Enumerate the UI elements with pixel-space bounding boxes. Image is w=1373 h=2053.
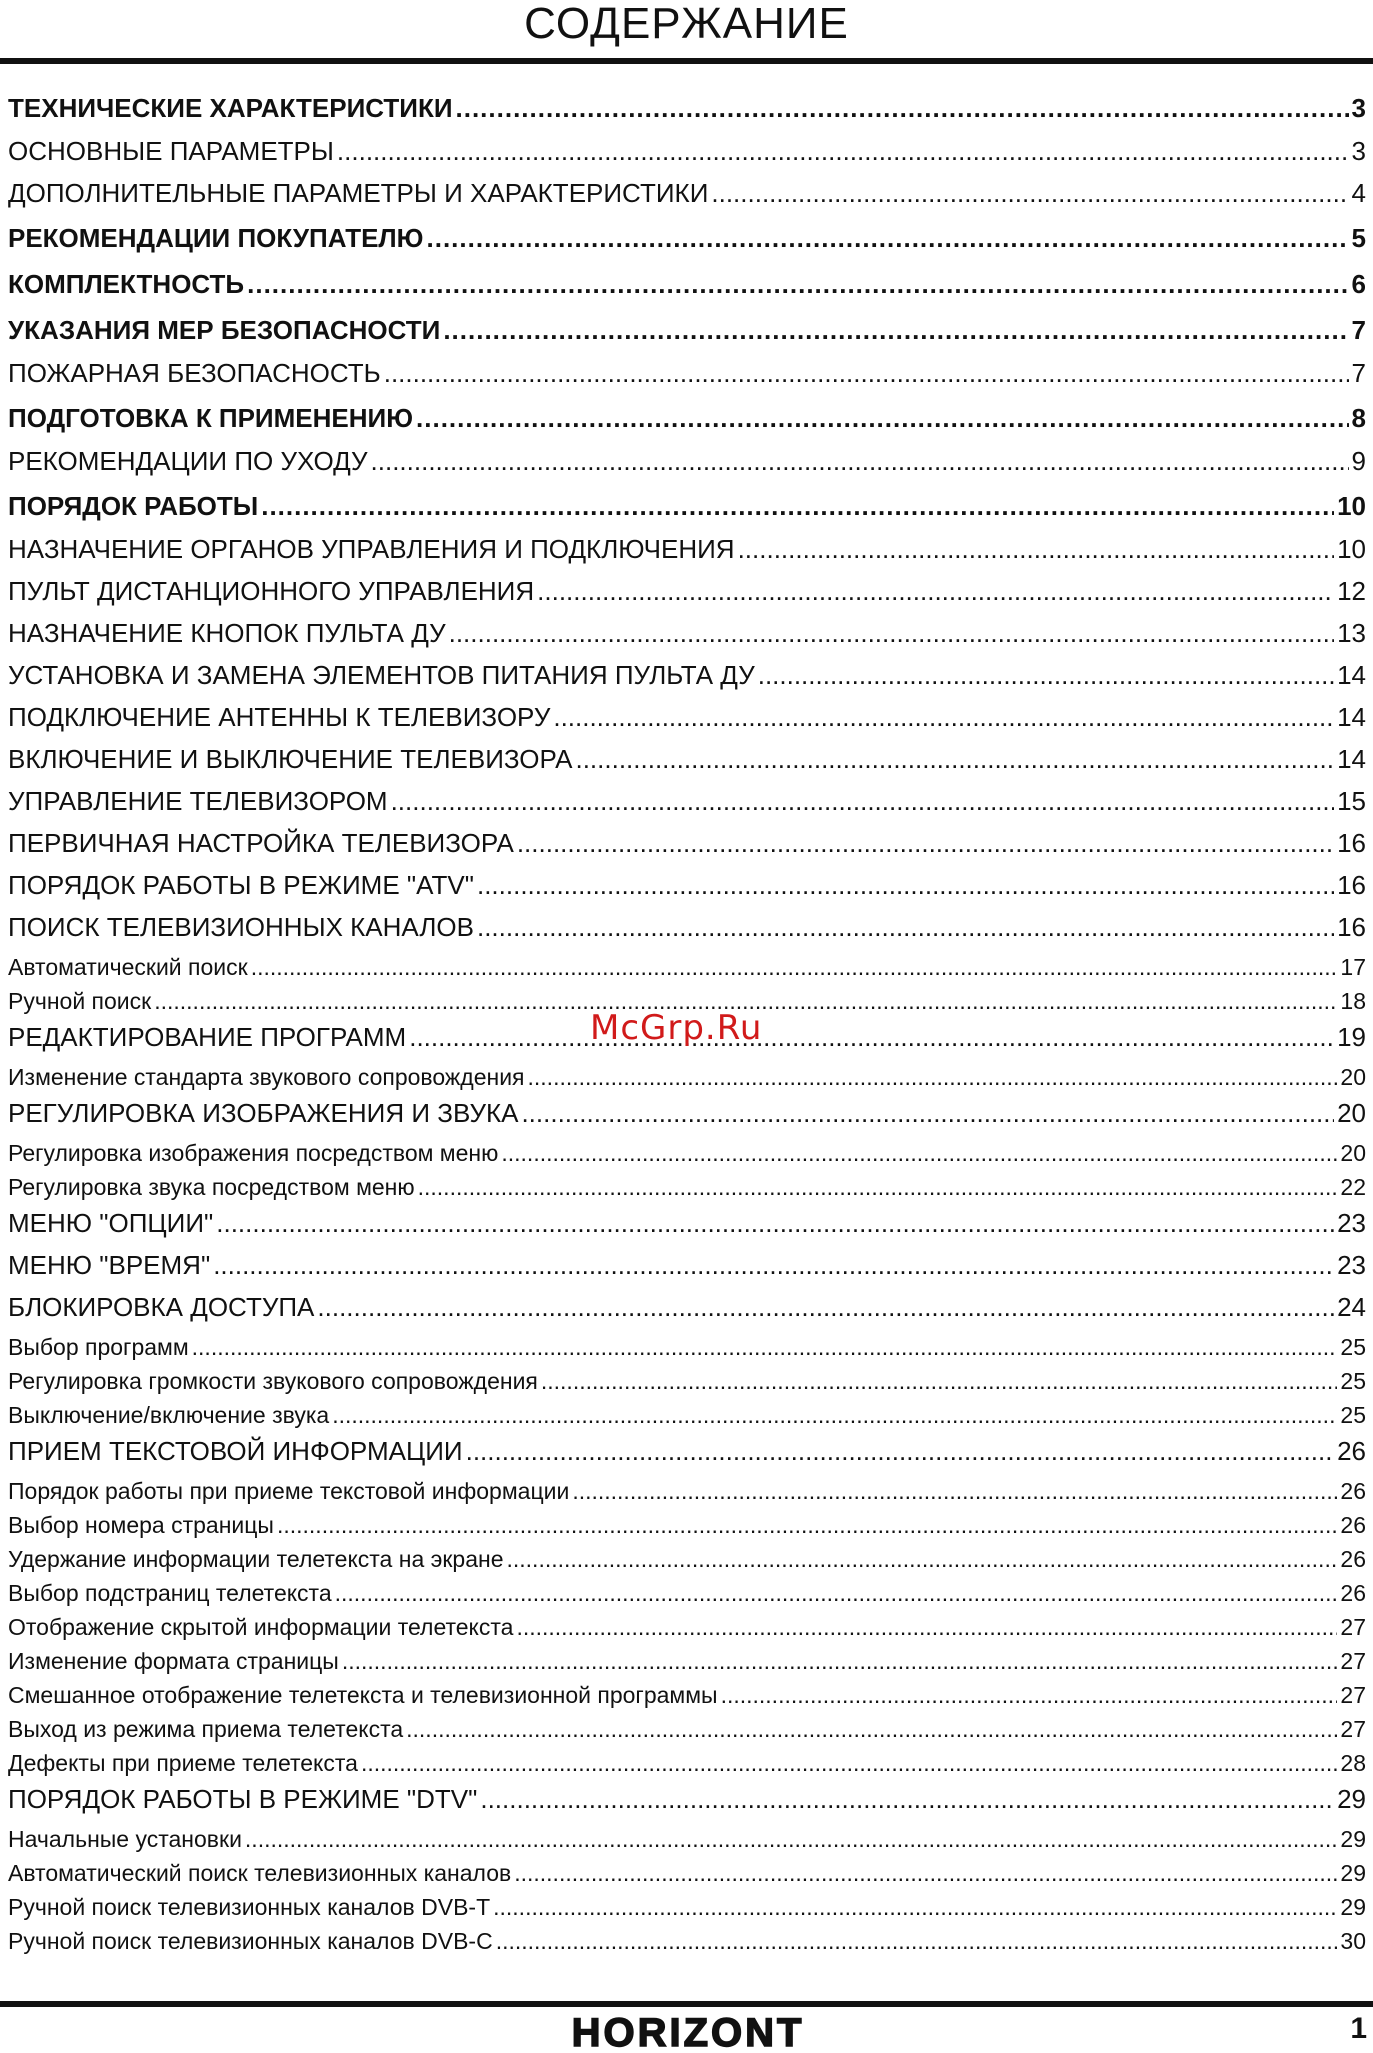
toc-leader-dots — [337, 136, 1349, 167]
toc-entry-title: ПРИЕМ ТЕКСТОВОЙ ИНФОРМАЦИИ — [8, 1436, 463, 1466]
toc-entry-page: 6 — [1351, 269, 1366, 299]
toc-entry[interactable] — [8, 618, 1366, 660]
toc-entry[interactable] — [8, 576, 1366, 618]
toc-entry-page: 26 — [1340, 1580, 1366, 1606]
toc-entry[interactable] — [8, 702, 1366, 744]
toc-leader-dots — [409, 1022, 1334, 1053]
page-number: 1 — [1350, 2012, 1367, 2045]
toc-entry[interactable] — [8, 1928, 1366, 1962]
toc-entry-page: 13 — [1337, 618, 1366, 648]
toc-entry-title: РЕКОМЕНДАЦИИ ПОКУПАТЕЛЮ — [8, 223, 424, 253]
toc-entry-title: Автоматический поиск — [8, 954, 248, 980]
toc-entry[interactable] — [8, 1860, 1366, 1894]
toc-entry-page: 12 — [1337, 576, 1366, 606]
toc-entry-page: 14 — [1337, 702, 1366, 732]
toc-entry[interactable] — [8, 534, 1366, 576]
toc-leader-dots — [493, 1894, 1337, 1921]
toc-entry-page: 16 — [1337, 828, 1366, 858]
toc-entry-page: 7 — [1351, 358, 1366, 388]
toc-leader-dots — [553, 702, 1334, 733]
toc-entry-title: ВКЛЮЧЕНИЕ И ВЫКЛЮЧЕНИЕ ТЕЛЕВИЗОРА — [8, 744, 573, 774]
toc-leader-dots — [332, 1402, 1337, 1429]
toc-entry-title: Выключение/включение звука — [8, 1402, 330, 1428]
toc-entry-title: Смешанное отображение телетекста и телевизионной программы — [8, 1682, 718, 1708]
toc-leader-dots — [496, 1928, 1338, 1955]
toc-entry-page: 27 — [1340, 1648, 1366, 1674]
toc-leader-dots — [521, 1098, 1334, 1129]
toc-entry-page: 25 — [1340, 1334, 1366, 1360]
toc-entry-page: 20 — [1340, 1064, 1366, 1090]
toc-entry-title: ПЕРВИЧНАЯ НАСТРОЙКА ТЕЛЕВИЗОРА — [8, 828, 514, 858]
toc-entry-page: 30 — [1340, 1928, 1366, 1954]
toc-leader-dots — [443, 315, 1348, 346]
toc-entry[interactable] — [8, 1174, 1366, 1208]
toc-entry-page: 29 — [1337, 1784, 1366, 1814]
toc-entry-title: РЕДАКТИРОВАНИЕ ПРОГРАММ — [8, 1022, 407, 1052]
toc-entry-title: Изменение стандарта звукового сопровождения — [8, 1064, 525, 1090]
watermark: McGrp.Ru — [590, 1008, 763, 1048]
toc-leader-dots — [456, 93, 1349, 124]
toc-entry[interactable] — [8, 1512, 1366, 1546]
toc-entry-title: Регулировка громкости звукового сопровождения — [8, 1368, 538, 1394]
toc-entry-page: 26 — [1340, 1478, 1366, 1504]
toc-leader-dots — [507, 1546, 1338, 1573]
toc-entry-title: УКАЗАНИЯ МЕР БЕЗОПАСНОСТИ — [8, 315, 441, 345]
toc-leader-dots — [738, 534, 1335, 565]
toc-entry[interactable] — [8, 1098, 1366, 1140]
toc-leader-dots — [213, 1250, 1334, 1281]
toc-leader-dots — [251, 954, 1338, 981]
toc-entry[interactable] — [8, 220, 1366, 266]
toc-entry-title: ТЕХНИЧЕСКИЕ ХАРАКТЕРИСТИКИ — [8, 93, 453, 123]
toc-leader-dots — [418, 1174, 1338, 1201]
toc-entry-title: УСТАНОВКА И ЗАМЕНА ЭЛЕМЕНТОВ ПИТАНИЯ ПУЛЬТА ДУ — [8, 660, 755, 690]
toc-entry-title: ПОРЯДОК РАБОТЫ — [8, 491, 259, 521]
toc-entry[interactable] — [8, 1580, 1366, 1614]
toc-entry-page: 25 — [1340, 1368, 1366, 1394]
toc-entry-title: МЕНЮ "ВРЕМЯ" — [8, 1250, 211, 1280]
toc-entry-title: ПОДГОТОВКА К ПРИМЕНЕНИЮ — [8, 403, 414, 433]
toc-entry-title: ПОЖАРНАЯ БЕЗОПАСНОСТЬ — [8, 358, 381, 388]
toc-entry-page: 20 — [1337, 1098, 1366, 1128]
toc-leader-dots — [371, 446, 1349, 477]
toc-leader-dots — [216, 1208, 1334, 1239]
toc-entry-page: 18 — [1340, 988, 1366, 1014]
toc-entry-title: РЕГУЛИРОВКА ИЗОБРАЖЕНИЯ И ЗВУКА — [8, 1098, 519, 1128]
toc-entry-page: 23 — [1337, 1250, 1366, 1280]
toc-entry-page: 27 — [1340, 1682, 1366, 1708]
toc-leader-dots — [427, 223, 1349, 254]
toc-entry-title: Удержание информации телетекста на экране — [8, 1546, 504, 1572]
toc-leader-dots — [406, 1716, 1337, 1743]
toc-entry-page: 10 — [1337, 534, 1366, 564]
toc-entry[interactable] — [8, 1292, 1366, 1334]
toc-entry-title: ПОИСК ТЕЛЕВИЗИОННЫХ КАНАЛОВ — [8, 912, 474, 942]
toc-leader-dots — [758, 660, 1334, 691]
toc-entry-title: Ручной поиск телевизионных каналов DVB-C — [8, 1928, 493, 1954]
toc-entry-title: КОМПЛЕКТНОСТЬ — [8, 269, 245, 299]
toc-entry-page: 24 — [1337, 1292, 1366, 1322]
brand-logo-text: HORIZONT — [571, 2012, 805, 2052]
toc-leader-dots — [449, 618, 1334, 649]
toc-entry[interactable] — [8, 954, 1366, 988]
toc-entry[interactable] — [8, 1614, 1366, 1648]
toc-entry[interactable] — [8, 266, 1366, 312]
toc-leader-dots — [517, 828, 1334, 859]
toc-leader-dots — [261, 491, 1334, 522]
toc-entry[interactable] — [8, 446, 1366, 488]
toc-entry-page: 3 — [1351, 93, 1366, 123]
toc-entry[interactable] — [8, 1826, 1366, 1860]
toc-entry[interactable] — [8, 1478, 1366, 1512]
toc-entry[interactable] — [8, 1682, 1366, 1716]
toc-entry[interactable] — [8, 786, 1366, 828]
toc-entry[interactable] — [8, 90, 1366, 136]
brand-logo — [518, 2012, 858, 2052]
toc-leader-dots — [721, 1682, 1338, 1709]
toc-leader-dots — [477, 870, 1334, 901]
toc-leader-dots — [245, 1826, 1337, 1853]
toc-entry[interactable] — [8, 660, 1366, 702]
toc-leader-dots — [416, 403, 1349, 434]
toc-entry-title: ПУЛЬТ ДИСТАНЦИОННОГО УПРАВЛЕНИЯ — [8, 576, 535, 606]
toc-entry-title: Автоматический поиск телевизионных каналов — [8, 1860, 512, 1886]
toc-leader-dots — [528, 1064, 1338, 1091]
toc-entry-page: 16 — [1337, 870, 1366, 900]
toc-entry[interactable] — [8, 870, 1366, 912]
toc-entry-page: 28 — [1340, 1750, 1366, 1776]
toc-leader-dots — [391, 786, 1335, 817]
toc-leader-dots — [477, 912, 1334, 943]
toc-leader-dots — [572, 1478, 1337, 1505]
toc-entry-title: ОСНОВНЫЕ ПАРАМЕТРЫ — [8, 136, 334, 166]
toc-entry-title: НАЗНАЧЕНИЕ ОРГАНОВ УПРАВЛЕНИЯ И ПОДКЛЮЧЕНИЯ — [8, 534, 735, 564]
toc-leader-dots — [361, 1750, 1337, 1777]
toc-entry-title: Ручной поиск — [8, 988, 152, 1014]
toc-entry-title: ПОДКЛЮЧЕНИЕ АНТЕННЫ К ТЕЛЕВИЗОРУ — [8, 702, 551, 732]
toc-entry-title: ДОПОЛНИТЕЛЬНЫЕ ПАРАМЕТРЫ И ХАРАКТЕРИСТИКИ — [8, 178, 709, 208]
toc-entry-page: 26 — [1340, 1512, 1366, 1538]
toc-entry-title: РЕКОМЕНДАЦИИ ПО УХОДУ — [8, 446, 368, 476]
toc-entry[interactable] — [8, 1334, 1366, 1368]
toc-entry[interactable] — [8, 744, 1366, 786]
toc-entry-title: ПОРЯДОК РАБОТЫ В РЕЖИМЕ "DTV" — [8, 1784, 478, 1814]
toc-entry-page: 29 — [1340, 1860, 1366, 1886]
toc-entry-page: 10 — [1337, 491, 1366, 521]
toc-entry[interactable] — [8, 400, 1366, 446]
toc-entry-title: Выход из режима приема телетекста — [8, 1716, 404, 1742]
toc-entry[interactable] — [8, 1784, 1366, 1826]
toc-entry[interactable] — [8, 1716, 1366, 1750]
toc-entry-page: 25 — [1340, 1402, 1366, 1428]
toc-entry-page: 20 — [1340, 1140, 1366, 1166]
toc-entry-page: 9 — [1351, 446, 1366, 476]
toc-entry[interactable] — [8, 912, 1366, 954]
toc-entry-page: 27 — [1340, 1614, 1366, 1640]
toc-entry-title: ПОРЯДОК РАБОТЫ В РЕЖИМЕ "ATV" — [8, 870, 474, 900]
toc-entry-page: 19 — [1337, 1022, 1366, 1052]
toc-entry-title: Порядок работы при приеме текстовой информации — [8, 1478, 570, 1504]
toc-leader-dots — [575, 744, 1334, 775]
toc-entry[interactable] — [8, 136, 1366, 178]
toc-entry-title: УПРАВЛЕНИЕ ТЕЛЕВИЗОРОМ — [8, 786, 388, 816]
toc-leader-dots — [516, 1614, 1337, 1641]
toc-entry-page: 29 — [1340, 1826, 1366, 1852]
toc-entry-page: 5 — [1351, 223, 1366, 253]
toc-entry-title: Регулировка звука посредством меню — [8, 1174, 415, 1200]
toc-entry-title: МЕНЮ "ОПЦИИ" — [8, 1208, 214, 1238]
toc-entry-title: Начальные установки — [8, 1826, 242, 1852]
toc-leader-dots — [537, 576, 1334, 607]
toc-leader-dots — [247, 269, 1348, 300]
toc-entry-title: БЛОКИРОВКА ДОСТУПА — [8, 1292, 315, 1322]
toc-entry[interactable] — [8, 358, 1366, 400]
toc-entry-page: 16 — [1337, 912, 1366, 942]
toc-entry[interactable] — [8, 488, 1366, 534]
toc-entry[interactable] — [8, 828, 1366, 870]
toc-entry-page: 29 — [1340, 1894, 1366, 1920]
toc-entry-page: 22 — [1340, 1174, 1366, 1200]
toc-entry[interactable] — [8, 178, 1366, 220]
toc-entry-page: 4 — [1351, 178, 1366, 208]
toc-entry-page: 8 — [1351, 403, 1366, 433]
toc-entry-title: Выбор программ — [8, 1334, 189, 1360]
toc-entry-title: Дефекты при приеме телетекста — [8, 1750, 358, 1776]
toc-entry-page: 15 — [1337, 786, 1366, 816]
toc-entry-title: Изменение формата страницы — [8, 1648, 339, 1674]
toc-leader-dots — [384, 358, 1349, 389]
toc-entry[interactable] — [8, 1648, 1366, 1682]
toc-entry-title: Отображение скрытой информации телетекста — [8, 1614, 514, 1640]
toc-entry-page: 17 — [1340, 954, 1366, 980]
toc-entry-page: 26 — [1340, 1546, 1366, 1572]
toc-entry[interactable] — [8, 1402, 1366, 1436]
top-rule — [0, 58, 1373, 64]
toc-entry-page: 7 — [1351, 315, 1366, 345]
toc-entry-title: Ручной поиск телевизионных каналов DVB-T — [8, 1894, 491, 1920]
toc-entry-title: Регулировка изображения посредством меню — [8, 1140, 499, 1166]
toc-entry-title: Выбор подстраниц телетекста — [8, 1580, 332, 1606]
toc-entry[interactable] — [8, 1750, 1366, 1784]
toc-leader-dots — [317, 1292, 1334, 1323]
bottom-rule — [0, 2001, 1373, 2007]
toc-entry-page: 23 — [1337, 1208, 1366, 1238]
toc-entry-title: НАЗНАЧЕНИЕ КНОПОК ПУЛЬТА ДУ — [8, 618, 446, 648]
toc-entry-page: 3 — [1351, 136, 1366, 166]
toc-entry[interactable] — [8, 1546, 1366, 1580]
toc-leader-dots — [342, 1648, 1338, 1675]
toc-entry-page: 27 — [1340, 1716, 1366, 1742]
toc-leader-dots — [480, 1784, 1334, 1815]
toc-entry[interactable] — [8, 1894, 1366, 1928]
toc-entry-page: 14 — [1337, 744, 1366, 774]
toc-entry[interactable] — [8, 312, 1366, 358]
toc-entry[interactable] — [8, 1368, 1366, 1402]
toc-entry[interactable] — [8, 1436, 1366, 1478]
page-title: СОДЕРЖАНИЕ — [524, 0, 849, 48]
toc-leader-dots — [711, 178, 1348, 209]
toc-entry-title: Выбор номера страницы — [8, 1512, 274, 1538]
toc-entry[interactable] — [8, 1140, 1366, 1174]
toc-leader-dots — [541, 1368, 1338, 1395]
toc-leader-dots — [192, 1334, 1338, 1361]
toc-leader-dots — [501, 1140, 1337, 1167]
toc-entry[interactable] — [8, 1250, 1366, 1292]
toc-entry-page: 14 — [1337, 660, 1366, 690]
toc-leader-dots — [335, 1580, 1338, 1607]
toc-leader-dots — [514, 1860, 1337, 1887]
toc-entry-page: 26 — [1337, 1436, 1366, 1466]
toc-leader-dots — [277, 1512, 1337, 1539]
toc-entry[interactable] — [8, 1064, 1366, 1098]
toc-entry[interactable] — [8, 1208, 1366, 1250]
toc-leader-dots — [466, 1436, 1334, 1467]
